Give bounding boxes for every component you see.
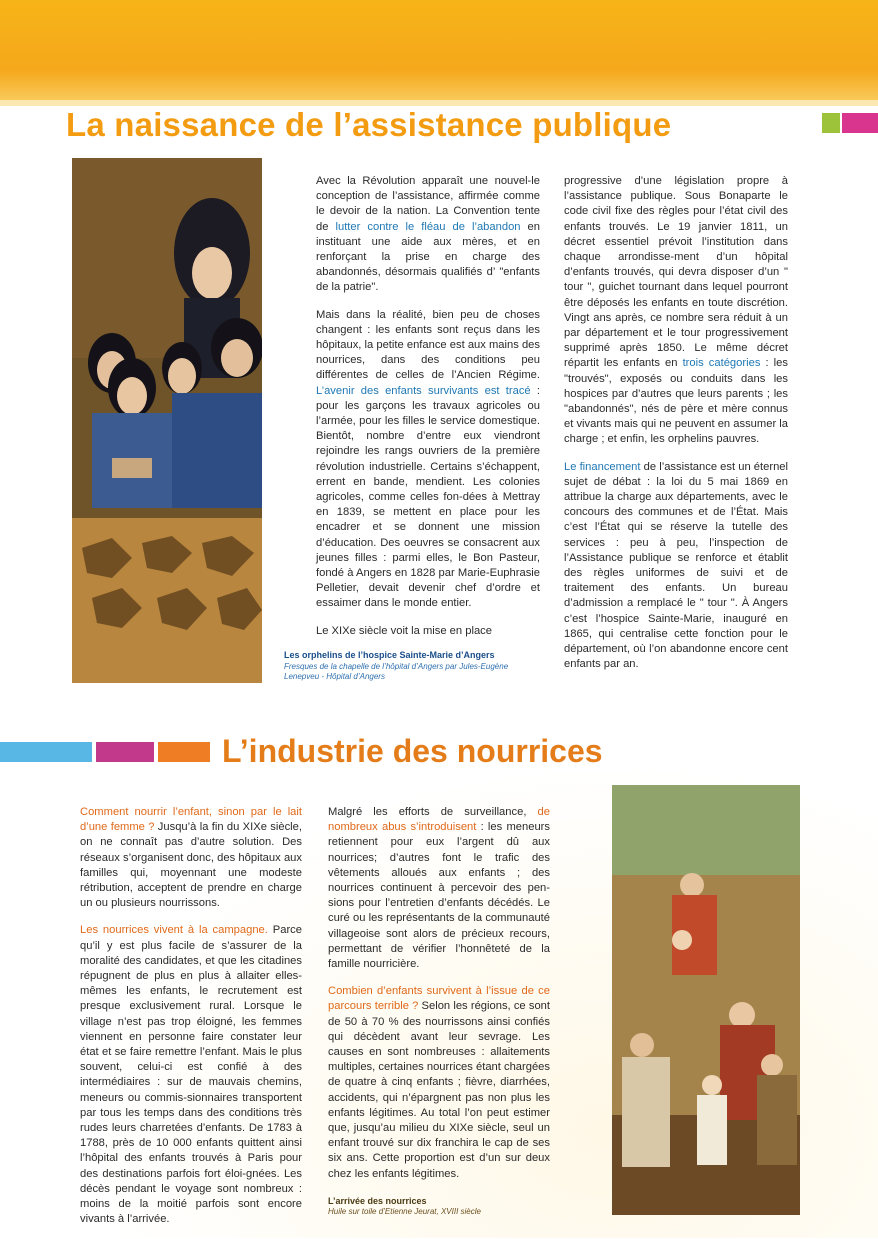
text: Mais dans la réalité, bien peu de choses changent : les enfants sont reçus dans les hôpitaux, la petite enfance est aux mains des nourrices, dans des conditions peu différentes de celles de l’Ancien Régime. <box>316 308 540 382</box>
highlight-text: de nombreux abus s’introduisent <box>328 806 550 834</box>
title-square-green <box>822 113 840 133</box>
section2-column-2 <box>328 805 550 1194</box>
section2-title: L’industrie des nourrices <box>222 733 603 769</box>
highlight-text: Le financement <box>564 460 641 473</box>
highlight-text: L’avenir des enfants survivants est tracé <box>316 384 531 397</box>
highlight-text: Combien d’enfants survivent à l’issue de ce parcours terrible ? <box>328 985 550 1013</box>
highlight-text: Comment nourrir l’enfant, sinon par le lait d’une femme ? <box>80 806 302 834</box>
highlight-text: lutter contre le fléau de l’abandon <box>335 220 521 233</box>
paragraph <box>80 923 302 1227</box>
section1-title: La naissance de l’assistance publique <box>66 106 672 143</box>
paragraph <box>564 460 788 673</box>
header-band <box>0 0 878 100</box>
section2-square-blue <box>0 742 92 762</box>
paragraph: Le XIXe siècle voit la mise en place <box>316 624 492 637</box>
text: Selon les régions, ce sont de 50 à 70 % des nourrissons ainsi confiés qui décèdent avant leur sevrage. Les causes en sont nombreuses : allaitements multiples, certaines nourrices étant chargées de quatre à cinq enfants ; fièvre, diarrhées, accidents, qui n’épargnent pas non plus les enfants légitimes. Au total l’on peut estimer que, jusqu’au milieu du XIXe siècle, seul un enfant trouvé sur dix franchira le cap de ses six ans. Cette proportion est d’un sur deux chez les enfants légitimes. <box>328 1000 550 1180</box>
paragraph <box>328 984 550 1182</box>
section2-column-1 <box>80 805 302 1239</box>
section1-column-1 <box>316 174 540 651</box>
nurses-caption-title: L’arrivée des nourrices <box>328 1196 427 1206</box>
text: Parce qu’il y est plus facile de s’assurer de la moralité des candidates, et que les citadines répugnent de plus en plus à allaiter elles-mêmes les enfants, le recrutement est presque exclusivement rural. Lorsque le village n’est pas trop éloigné, les femmes viennent en personne faire constater leur état et se faire remettre l’enfant. Mais le plus souvent, celui-ci est confié à des intermédiaires : sur de mauvais chemins, meneurs ou commis-sionnaires transportent par tous les temps dans des conditions très rudes leurs charretées d’enfants. De 1783 à 1788, près de 10 000 enfants quittent ainsi l’hôpital des enfants trouvés à Paris pour des destinations parfois fort éloi-gnées. Les décès pendant le voyage sont nombreux : moins de la moitié parfois sont encore vivants à l’arrivée. <box>80 924 302 1226</box>
highlight-text: Les nourrices vivent à la campagne. <box>80 924 268 937</box>
nurses-painting-image <box>612 785 800 1215</box>
section2-square-orange <box>158 742 210 762</box>
nurses-caption-subtitle: Huile sur toile d’Etienne Jeurat, XVIII siècle <box>328 1207 481 1216</box>
paragraph <box>328 805 550 972</box>
orphans-fresco-image <box>72 158 262 683</box>
title-square-magenta <box>842 113 878 133</box>
section1-column-2 <box>564 174 788 685</box>
text: : pour les garçons les travaux agricoles ou l’armée, pour les filles le service domestique. Bientôt, nombre d’entre eux viendront rejoindre les rangs ouvriers de la première révolution industrielle. Certains s’échappent, errent en bande, mendient. Les colonies agricoles, comme celles fon-dées à Mettray en 1839, se mettent en place pour les encadrer et se donnent une mission d’éducation. Des oeuvres se consacrent aux jeunes filles : parmi elles, le Bon Pasteur, fondé à Angers en 1828 par Marie-Euphrasie Pelletier, devait devenir chef d’ordre et essaimer dans le monde entier. <box>316 384 541 610</box>
text: progressive d’une législation propre à l’assistance publique. Sous Bonaparte le code civil fixe des règles pour l’état civil des enfants trouvés. Le 19 janvier 1811, un décret essentiel prévoit l’institution dans chaque arrondisse-ment d’un hôpital d’enfants trouvés, qui devra disposer d’un " tour ", guichet tournant dans lequel pourront être déposés les enfants en toute discrétion. Vingt ans après, ce nombre sera réduit à un par département et le tour progressivement supprimé après 1850. Le même décret répartit les enfants en <box>564 175 788 370</box>
text: en instituant une aide aux mères, et en renforçant la prise en charge des abandonnés, désormais qualifiés d’ "enfants de la patrie". <box>316 220 540 294</box>
paragraph <box>564 174 788 448</box>
orphans-caption-subtitle: Fresques de la chapelle de l’hôpital d’Angers par Jules-Eugène Lenepveu - Hôpital d’Angers <box>284 662 509 681</box>
highlight-text: trois catégories <box>682 357 761 370</box>
text: Jusqu’à la fin du XIXe siècle, on ne connaît pas d’autre solution. Des réseaux s’organisent donc, des hôpitaux aux familles qui, moyennant une modeste rétribution, acceptent de prendre en charge un ou plusieurs nourrissons. <box>80 821 302 910</box>
text: de l’assistance est un éternel sujet de débat : la loi du 5 mai 1869 en attribue la charge aux départements, avec le concours des communes et de l’État. Mais c’est l’État qui se réserve la tutelle des services : peu à peu, l’inspection de l’Assistance publique se renforce et établit des règles uniformes de suivi et de traitement des enfants. Un bureau d’admission a remplacé le " tour ". À Angers c’est l’hospice Sainte-Marie, inauguré en 1865, qui centralise cette fonction pour le département, où l’on abandonne encore cent enfants par an. <box>564 460 789 671</box>
text: Malgré les efforts de surveillance, <box>328 806 538 818</box>
text: : les "trouvés", exposés ou conduits dans les hospices par d’autres que leurs parents ; les "abandonnés", nés de père et mère connus et vivants mais qui ne peuvent en assumer la charge ; et enfin, les orphelins pauvres. <box>564 357 788 446</box>
paragraph <box>316 174 540 296</box>
section2-square-magenta <box>96 742 154 762</box>
text: Avec la Révolution apparaît une nouvel-le conception de l’assistance, affirmée comme le devoir de la nation. La Convention tente de <box>316 175 540 233</box>
paragraph <box>80 805 302 911</box>
text: : les meneurs retiennent pour eux l’argent dû aux nourrices; d’autres font le trafic des vêtements alloués aux enfants ; des nourrices continuent à percevoir des pen-sions pour l’entretien d’enfants décédés. Le curé ou les représentants de la communauté villageoise sont alors de précieux recours, permettant de vérifier l’honnêteté de la famille nourricière. <box>328 821 550 971</box>
orphans-caption-title: Les orphelins de l’hospice Sainte-Marie d’Angers <box>284 650 495 660</box>
paragraph <box>316 308 540 612</box>
